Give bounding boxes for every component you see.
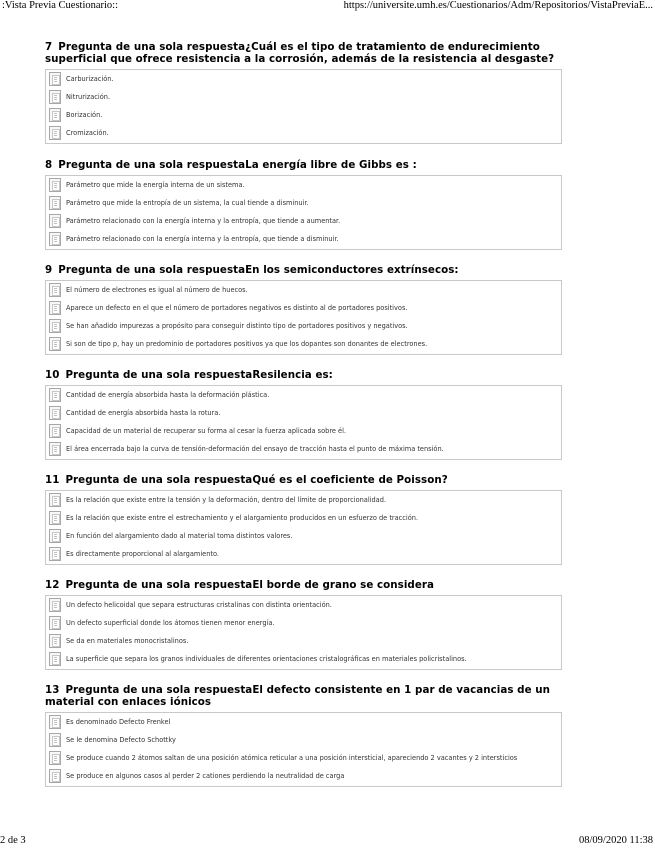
answer-text: Borización. xyxy=(66,111,103,119)
answer-checkbox-icon[interactable] xyxy=(49,214,61,228)
answer-text: Es la relación que existe entre el estrechamiento y el alargamiento producidos en un esfuerzo de tracción. xyxy=(66,514,419,522)
answer-checkbox-icon[interactable] xyxy=(49,301,61,315)
page-url: https://universite.umh.es/Cuestionarios/Adm/Repositorios/VistaPreviaE... xyxy=(343,0,653,11)
answer-option[interactable] xyxy=(49,70,558,88)
answer-checkbox-icon[interactable] xyxy=(49,493,61,507)
answer-text: En función del alargamiento dado al material toma distintos valores. xyxy=(66,532,293,540)
answer-checkbox-icon[interactable] xyxy=(49,337,61,351)
answer-option[interactable] xyxy=(49,317,558,335)
question-13 xyxy=(45,684,562,787)
answer-checkbox-icon[interactable] xyxy=(49,598,61,612)
answer-text: Se le denomina Defecto Schottky xyxy=(66,736,176,744)
answer-list xyxy=(45,712,562,787)
question-number: 13 xyxy=(45,684,60,696)
question-text: El defecto consistente en 1 par de vacancias de un material con enlaces iónicos xyxy=(45,684,550,708)
answer-text: Es directamente proporcional al alargamiento. xyxy=(66,550,219,558)
question-11 xyxy=(45,474,562,565)
answer-text: Parámetro que mide la entropía de un sistema, la cual tiende a disminuir. xyxy=(66,199,309,207)
question-type: Pregunta de una sola respuesta xyxy=(65,474,253,486)
answer-checkbox-icon[interactable] xyxy=(49,108,61,122)
page-header xyxy=(0,0,655,14)
answer-text: Parámetro relacionado con la energía interna y la entropía, que tiende a aumentar. xyxy=(66,217,341,225)
answer-text: Parámetro que mide la energía interna de un sistema. xyxy=(66,181,245,189)
answer-option[interactable] xyxy=(49,299,558,317)
answer-checkbox-icon[interactable] xyxy=(49,72,61,86)
answer-text: Es denominado Defecto Frenkel xyxy=(66,718,171,726)
page-counter: 2 de 3 xyxy=(0,835,26,846)
answer-option[interactable] xyxy=(49,440,558,458)
answer-text: Si son de tipo p, hay un predominio de portadores positivos ya que los dopantes son donantes de electrones. xyxy=(66,340,428,348)
answer-checkbox-icon[interactable] xyxy=(49,178,61,192)
answer-option[interactable] xyxy=(49,527,558,545)
answer-text: Nitrurización. xyxy=(66,93,111,101)
answer-text: Es la relación que existe entre la tensión y la deformación, dentro del límite de proporcionalidad. xyxy=(66,496,387,504)
print-datetime: 08/09/2020 11:38 xyxy=(579,835,653,846)
answer-option[interactable] xyxy=(49,767,558,785)
question-title xyxy=(45,264,562,276)
answer-option[interactable] xyxy=(49,632,558,650)
answer-text: Cantidad de energía absorbida hasta la rotura. xyxy=(66,409,221,417)
answer-text: Capacidad de un material de recuperar su forma al cesar la fuerza aplicada sobre él. xyxy=(66,427,347,435)
answer-option[interactable] xyxy=(49,731,558,749)
question-10 xyxy=(45,369,562,460)
question-text: Qué es el coeficiente de Poisson? xyxy=(252,474,448,486)
answer-text: El área encerrada bajo la curva de tensión-deformación del ensayo de tracción hasta el punto de máxima tensión. xyxy=(66,445,444,453)
answer-checkbox-icon[interactable] xyxy=(49,751,61,765)
answer-checkbox-icon[interactable] xyxy=(49,232,61,246)
question-type: Pregunta de una sola respuesta xyxy=(58,41,246,53)
answer-list xyxy=(45,595,562,670)
question-number: 12 xyxy=(45,579,60,591)
answer-option[interactable] xyxy=(49,509,558,527)
answer-text: La superficie que separa los granos individuales de diferentes orientaciones cristalográficas en materiales policristalinos. xyxy=(66,655,467,663)
answer-text: Parámetro relacionado con la energía interna y la entropía, que tiende a disminuir. xyxy=(66,235,339,243)
answer-checkbox-icon[interactable] xyxy=(49,406,61,420)
question-type: Pregunta de una sola respuesta xyxy=(58,159,246,171)
answer-option[interactable] xyxy=(49,212,558,230)
answer-checkbox-icon[interactable] xyxy=(49,715,61,729)
answer-checkbox-icon[interactable] xyxy=(49,196,61,210)
question-text: ¿Cuál es el tipo de tratamiento de endurecimiento superficial que ofrece resistencia a la corrosión, además de la resistencia al desgaste? xyxy=(45,41,555,65)
answer-checkbox-icon[interactable] xyxy=(49,126,61,140)
answer-checkbox-icon[interactable] xyxy=(49,442,61,456)
answer-list xyxy=(45,69,562,144)
question-8 xyxy=(45,159,562,250)
answer-text: Aparece un defecto en el que el número de portadores negativos es distinto al de portadores positivos. xyxy=(66,304,408,312)
answer-option[interactable] xyxy=(49,194,558,212)
answer-checkbox-icon[interactable] xyxy=(49,283,61,297)
answer-text: Cantidad de energía absorbida hasta la deformación plástica. xyxy=(66,391,270,399)
answer-option[interactable] xyxy=(49,106,558,124)
answer-text: Cromización. xyxy=(66,129,109,137)
answer-option[interactable] xyxy=(49,176,558,194)
question-12 xyxy=(45,579,562,670)
question-number: 9 xyxy=(45,264,53,276)
question-text: Resilencia es: xyxy=(252,369,333,381)
answer-option[interactable] xyxy=(49,422,558,440)
answer-checkbox-icon[interactable] xyxy=(49,652,61,666)
answer-text: Un defecto superficial donde los átomos tienen menor energía. xyxy=(66,619,275,627)
answer-text: Se produce en algunos casos al perder 2 cationes perdiendo la neutralidad de carga xyxy=(66,772,345,780)
answer-checkbox-icon[interactable] xyxy=(49,424,61,438)
answer-text: Un defecto helicoidal que separa estructuras cristalinas con distinta orientación. xyxy=(66,601,332,609)
answer-text: Se da en materiales monocristalinos. xyxy=(66,637,189,645)
answer-checkbox-icon[interactable] xyxy=(49,547,61,561)
page-footer xyxy=(0,835,655,849)
question-number: 8 xyxy=(45,159,53,171)
answer-checkbox-icon[interactable] xyxy=(49,529,61,543)
answer-list xyxy=(45,280,562,355)
answer-checkbox-icon[interactable] xyxy=(49,90,61,104)
question-number: 11 xyxy=(45,474,60,486)
answer-option[interactable] xyxy=(49,749,558,767)
answer-option[interactable] xyxy=(49,650,558,668)
question-title xyxy=(45,41,562,65)
question-type: Pregunta de una sola respuesta xyxy=(65,579,253,591)
answer-option[interactable] xyxy=(49,713,558,731)
question-title xyxy=(45,579,562,591)
answer-option[interactable] xyxy=(49,545,558,563)
answer-checkbox-icon[interactable] xyxy=(49,769,61,783)
answer-option[interactable] xyxy=(49,386,558,404)
question-9 xyxy=(45,264,562,355)
answer-option[interactable] xyxy=(49,335,558,353)
answer-checkbox-icon[interactable] xyxy=(49,634,61,648)
question-type: Pregunta de una sola respuesta xyxy=(58,264,246,276)
answer-option[interactable] xyxy=(49,614,558,632)
answer-text: Se han añadido impurezas a propósito para conseguir distinto tipo de portadores positivos y negativos. xyxy=(66,322,408,330)
question-title xyxy=(45,159,562,171)
answer-option[interactable] xyxy=(49,404,558,422)
question-type: Pregunta de una sola respuesta xyxy=(65,684,253,696)
answer-option[interactable] xyxy=(49,491,558,509)
answer-text: Se produce cuando 2 átomos saltan de una posición atómica reticular a una posición intersticial, apareciendo 2 vacantes y 2 intersticios xyxy=(66,754,518,762)
answer-checkbox-icon[interactable] xyxy=(49,319,61,333)
answer-option[interactable] xyxy=(49,281,558,299)
question-7 xyxy=(45,41,562,144)
question-title xyxy=(45,369,562,381)
question-type: Pregunta de una sola respuesta xyxy=(65,369,253,381)
question-text: La energía libre de Gibbs es : xyxy=(245,159,417,171)
question-text: El borde de grano se considera xyxy=(252,579,434,591)
answer-option[interactable] xyxy=(49,88,558,106)
question-title xyxy=(45,474,562,486)
answer-option[interactable] xyxy=(49,124,558,142)
answer-checkbox-icon[interactable] xyxy=(49,616,61,630)
question-text: En los semiconductores extrínsecos: xyxy=(245,264,459,276)
answer-text: El número de electrones es igual al número de huecos. xyxy=(66,286,248,294)
question-title xyxy=(45,684,562,708)
answer-checkbox-icon[interactable] xyxy=(49,511,61,525)
answer-checkbox-icon[interactable] xyxy=(49,733,61,747)
quiz-content xyxy=(45,41,562,787)
answer-text: Carburización. xyxy=(66,75,114,83)
question-number: 10 xyxy=(45,369,60,381)
page-title: :Vista Previa Cuestionario:: xyxy=(2,0,119,11)
answer-list xyxy=(45,175,562,250)
answer-option[interactable] xyxy=(49,230,558,248)
answer-list xyxy=(45,490,562,565)
answer-list xyxy=(45,385,562,460)
answer-option[interactable] xyxy=(49,596,558,614)
question-number: 7 xyxy=(45,41,53,53)
answer-checkbox-icon[interactable] xyxy=(49,388,61,402)
